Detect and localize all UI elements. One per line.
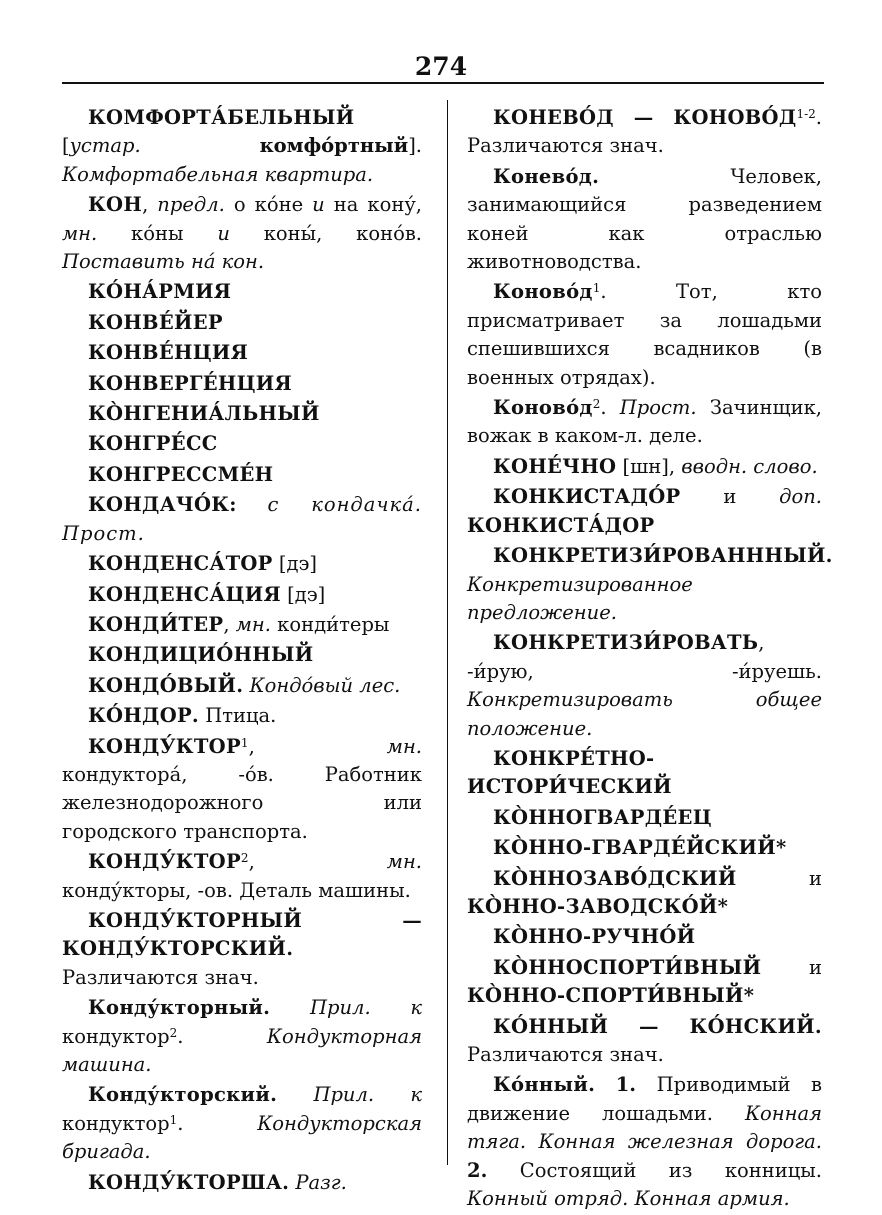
entry-konduktor-1 xyxy=(62,733,422,847)
entry-konno-ruchnoi xyxy=(467,923,822,951)
headword-variant: КО̀ННО-СПОРТИ́ВНЫЙ* xyxy=(467,984,755,1008)
usage-mark: Прил. к xyxy=(313,1083,422,1107)
example: Кондукторная машина. xyxy=(62,1024,422,1076)
headword: КОНЕВО́Д — КОНОВО́Д xyxy=(493,106,797,129)
sense-index: 2 xyxy=(169,1025,178,1040)
sense-index: 2 xyxy=(240,851,249,866)
entry-text: , xyxy=(223,612,236,636)
entry-text: кондуктор xyxy=(62,1111,170,1135)
entry-konduktorskii xyxy=(62,1081,422,1166)
headword: Конду́кторский. xyxy=(88,1083,278,1107)
entry-text: Зачинщик, вожак в каком-л. деле. xyxy=(467,396,822,448)
entry-text: . xyxy=(600,396,620,420)
entry-text: . xyxy=(177,1024,267,1048)
entry-konnogvardeets xyxy=(467,804,822,832)
example: Конкретизировать общее положение. xyxy=(467,688,822,740)
entry-text: конду́кторы, -ов. Деталь машины. xyxy=(62,878,411,902)
left-column xyxy=(62,104,422,1199)
entry-konditer xyxy=(62,611,422,639)
entry-konovod-1 xyxy=(467,278,822,392)
entry-text: , -и́рую, -и́руешь. xyxy=(467,631,822,683)
entry-text: коны́, коно́в. xyxy=(229,221,422,245)
headword: Конду́кторный. xyxy=(88,996,271,1020)
usage-mark: и xyxy=(312,193,325,217)
entry-konkretizirovannyi xyxy=(467,542,833,627)
usage-mark: Прост. xyxy=(619,396,697,420)
entry-text: Различаются знач. xyxy=(62,965,259,989)
headword: КОНДЕНСА́ЦИЯ xyxy=(88,582,281,606)
entry-kon xyxy=(62,191,422,276)
usage-mark: и xyxy=(217,221,230,245)
entry-text: . Тот, кто присматривает за лошадьми спешившихся всадников (в военных отрядах). xyxy=(467,280,822,389)
example: Конкретизированное предложение. xyxy=(467,572,693,624)
column-divider xyxy=(447,100,448,1165)
page-number: 274 xyxy=(414,52,468,81)
headword: КОНДЕНСА́ТОР xyxy=(88,552,273,576)
entry-konovod-2 xyxy=(467,394,822,451)
entry-text xyxy=(237,493,268,516)
usage-mark: доп. xyxy=(779,485,822,509)
entry-text: [ xyxy=(62,134,70,158)
example: Конная тяга. Конная железная дорога. xyxy=(467,1101,822,1154)
headword: Конево́д. xyxy=(493,164,600,188)
headword: КО́НДОР. xyxy=(88,704,200,728)
usage-mark: Разг. xyxy=(295,1170,347,1194)
entry-konkretno-istoricheskii xyxy=(467,745,822,802)
sense-index: 1 xyxy=(240,735,249,750)
entry-konduktorsha xyxy=(62,1169,422,1197)
headword-variant: КО̀ННО-ЗАВОДСКО́Й* xyxy=(467,894,729,918)
entry-text: , xyxy=(248,850,387,874)
header-rule xyxy=(62,82,824,84)
headword: КО̀НГЕНИА́ЛЬНЫЙ xyxy=(88,402,320,426)
usage-mark: устар. xyxy=(69,134,141,158)
usage-mark: Прил. к xyxy=(309,996,422,1020)
entry-kongenialnyi xyxy=(62,400,422,428)
entry-text: ]. xyxy=(408,134,422,158)
entry-kondor xyxy=(62,702,422,730)
entry-konveier xyxy=(62,309,422,337)
entry-text: Состоящий из конницы. xyxy=(487,1158,822,1182)
sense-index: 2 xyxy=(592,397,601,412)
entry-text: . xyxy=(177,1111,258,1135)
entry-konnyi-konskii xyxy=(467,1013,822,1070)
sense-index: 1 xyxy=(169,1112,178,1127)
headword: КОНКРЕ́ТНО-ИСТОРИ́ЧЕСКИЙ xyxy=(467,746,672,799)
entry-konnozavodskii xyxy=(467,865,822,922)
entry-konno-gvardeiskii xyxy=(467,834,822,862)
headword: КОМФОРТА́БЕЛЬНЫЙ xyxy=(88,106,355,129)
entry-text: и xyxy=(761,955,822,979)
entry-konditsionnyi xyxy=(62,641,422,669)
headword: КО́ННЫЙ — КО́НСКИЙ. xyxy=(493,1014,822,1038)
entry-text: кондуктора́, -о́в. Работник железнодорожного или городского транспорта. xyxy=(62,762,422,843)
entry-konventsiya xyxy=(62,339,422,367)
headword: КОНДО́ВЫЙ. xyxy=(88,673,244,697)
right-column xyxy=(467,104,833,1215)
sense-number: 1. xyxy=(615,1073,637,1097)
entry-kongressmen xyxy=(62,461,422,489)
headword-variant: КОНКИСТА́ДОР xyxy=(467,513,655,537)
usage-mark: предл. xyxy=(157,193,225,217)
headword: КО̀ННО-ГВАРДЕ́ЙСКИЙ* xyxy=(493,836,787,860)
usage-mark: мн. xyxy=(235,612,271,636)
entry-konkretizirovat xyxy=(467,629,822,743)
example: Поставить на́ кон. xyxy=(62,250,265,274)
headword: КОНКИСТАДО́Р xyxy=(493,485,681,509)
headword: КОНДУ́КТОР xyxy=(88,850,241,874)
headword: КОНГРЕССМЕ́Н xyxy=(88,462,274,486)
headword: КОНДУ́КТОРНЫЙ — КОНДУ́КТОРСКИЙ. xyxy=(62,908,422,961)
entry-text xyxy=(141,134,260,157)
example: Кондукторская бригада. xyxy=(62,1111,422,1164)
headword: КО́НА́РМИЯ xyxy=(88,280,232,304)
entry-konkistador xyxy=(467,483,822,540)
entry-konduktornyi xyxy=(62,994,422,1079)
usage-mark: мн. xyxy=(386,850,422,874)
entry-text: на кону́, xyxy=(324,193,422,217)
example: Конный отряд. Конная армия. xyxy=(467,1187,790,1211)
entry-text: и xyxy=(736,866,822,890)
entry-text xyxy=(277,1083,313,1106)
variant-form: комфо́ртный xyxy=(259,134,409,158)
entry-text: о ко́не xyxy=(224,193,313,217)
headword: КО̀ННО-РУЧНО́Й xyxy=(493,925,696,949)
entry-konnyi xyxy=(467,1071,822,1213)
entry-text: [дэ] xyxy=(272,552,317,576)
example: с кондачка́. Прост. xyxy=(62,493,423,545)
headword: КОНДУ́КТОРША. xyxy=(88,1170,290,1194)
entry-konnosportivnyi xyxy=(467,954,822,1011)
entry-text: Птица. xyxy=(199,704,277,728)
usage-mark: мн. xyxy=(386,734,422,758)
usage-mark: вводн. слово. xyxy=(681,454,818,478)
entry-text: [дэ] xyxy=(280,582,326,606)
entry-text: кондуктор xyxy=(62,1024,170,1048)
headword: КО̀ННОГВАРДЕ́ЕЦ xyxy=(493,805,712,829)
entry-text: Человек, занимающийся разведением коней как отраслью животноводства. xyxy=(467,164,822,274)
entry-kondovyi xyxy=(62,672,422,700)
sense-index: 1 xyxy=(592,281,601,296)
entry-text xyxy=(595,1073,616,1096)
entry-text: ко́ны xyxy=(97,221,218,245)
entry-text: , xyxy=(248,734,387,758)
entry-konevod xyxy=(467,163,822,277)
entry-konduktor-2 xyxy=(62,848,422,905)
headword: КОНДАЧО́К: xyxy=(88,493,237,517)
headword: КОНВЕ́НЦИЯ xyxy=(88,341,249,365)
sense-number: 2. xyxy=(467,1158,488,1182)
entry-kondensatsiya xyxy=(62,581,422,609)
headword: КОНКРЕТИЗИ́РОВАНННЫЙ. xyxy=(493,544,833,568)
example: Кондо́вый лес. xyxy=(249,673,401,697)
entry-konevod-konovod xyxy=(467,104,822,161)
headword: КОНГРЕ́СС xyxy=(88,432,218,456)
headword: КОНДУ́КТОР xyxy=(88,734,241,758)
entry-text: , xyxy=(142,193,158,217)
entry-text: Различаются знач. xyxy=(467,1043,664,1066)
example: Комфортабельная квартира. xyxy=(62,162,374,186)
entry-text: конди́теры xyxy=(270,612,390,636)
entry-konarmiya xyxy=(62,278,422,306)
entry-kondachok xyxy=(62,491,422,548)
entry-konduktornyi-konduktorskii xyxy=(62,907,422,992)
usage-mark: мн. xyxy=(62,221,98,245)
entry-konechno xyxy=(467,453,822,481)
entry-konvergentsiya xyxy=(62,370,422,398)
headword: КОНДИЦИО́ННЫЙ xyxy=(88,643,314,667)
entry-text: [шн], xyxy=(616,454,682,478)
headword: КОНВЕРГЕ́НЦИЯ xyxy=(88,371,292,395)
headword: КОНКРЕТИЗИ́РОВАТЬ xyxy=(493,631,759,655)
headword: Ко́нный. xyxy=(493,1073,596,1097)
headword: КОНВЕ́ЙЕР xyxy=(88,310,223,334)
entry-komfortabelnyi xyxy=(62,104,422,189)
headword: КО̀ННОЗАВО́ДСКИЙ xyxy=(493,866,737,890)
headword: КОН xyxy=(88,193,143,217)
headword: Коново́д xyxy=(493,396,593,420)
entry-text: . Различаются знач. xyxy=(467,106,822,158)
entry-kongress xyxy=(62,430,422,458)
entry-text xyxy=(270,996,310,1019)
entry-kondensator xyxy=(62,550,422,578)
entry-text: Приводимый в движение лошадьми. xyxy=(467,1073,822,1125)
sense-index: 1-2 xyxy=(796,107,816,121)
headword: КОНДИ́ТЕР xyxy=(88,612,224,636)
headword: Коново́д xyxy=(493,280,593,304)
headword: КОНЕ́ЧНО xyxy=(493,454,617,478)
entry-text: и xyxy=(680,485,780,509)
headword: КО̀ННОСПОРТИ́ВНЫЙ xyxy=(493,955,762,979)
